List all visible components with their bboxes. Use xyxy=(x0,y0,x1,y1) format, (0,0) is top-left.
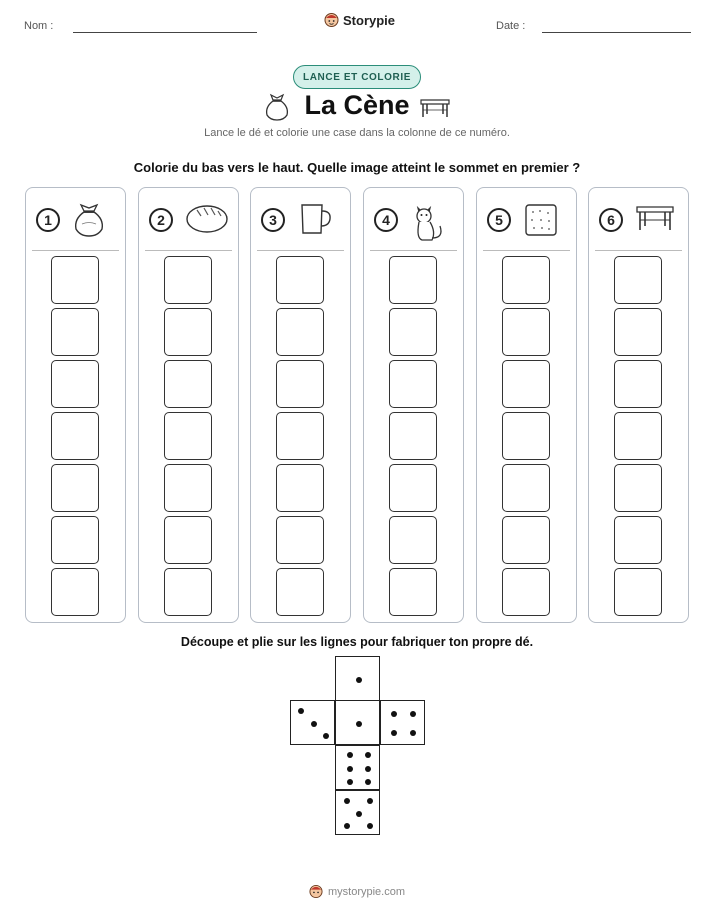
logo xyxy=(324,12,395,28)
column-6 xyxy=(588,187,689,623)
die-face xyxy=(380,700,425,745)
die-pip xyxy=(356,721,362,727)
color-cell[interactable] xyxy=(164,464,212,512)
die-pip xyxy=(391,730,397,736)
activity-badge: LANCE ET COLORIE xyxy=(293,65,421,89)
column-header xyxy=(374,202,456,240)
color-cell[interactable] xyxy=(614,360,662,408)
color-cell[interactable] xyxy=(502,360,550,408)
die-pip xyxy=(344,823,350,829)
color-cell[interactable] xyxy=(502,464,550,512)
color-cell[interactable] xyxy=(276,308,324,356)
column-divider xyxy=(145,250,232,251)
die-pip xyxy=(323,733,329,739)
die-pip xyxy=(410,711,416,717)
page-title: La Cène xyxy=(304,90,410,120)
color-cell[interactable] xyxy=(164,256,212,304)
color-cell[interactable] xyxy=(276,412,324,460)
die-pip xyxy=(311,721,317,727)
color-cell[interactable] xyxy=(502,568,550,616)
column-divider xyxy=(483,250,570,251)
column-number: 3 xyxy=(261,208,285,232)
table-icon xyxy=(635,202,675,237)
die-pip xyxy=(298,708,304,714)
storypie-logo-icon xyxy=(324,12,339,28)
die-face xyxy=(335,745,380,790)
color-cell[interactable] xyxy=(276,360,324,408)
column-5 xyxy=(476,187,577,623)
color-cell[interactable] xyxy=(51,308,99,356)
subtitle: Lance le dé et colorie une case dans la colonne de ce numéro. xyxy=(204,127,510,139)
column-number: 1 xyxy=(36,208,60,232)
die-pip xyxy=(365,752,371,758)
die-face xyxy=(335,790,380,835)
column-divider xyxy=(595,250,682,251)
die-pip xyxy=(365,766,371,772)
column-header xyxy=(36,202,118,240)
die-pip xyxy=(365,779,371,785)
column-4 xyxy=(363,187,464,623)
die-pip xyxy=(344,798,350,804)
die-pip xyxy=(367,798,373,804)
column-divider xyxy=(370,250,457,251)
die-face xyxy=(290,700,335,745)
color-cell[interactable] xyxy=(614,464,662,512)
color-cell[interactable] xyxy=(51,360,99,408)
instruction-bottom: Découpe et plie sur les lignes pour fabriquer ton propre dé. xyxy=(180,635,534,649)
color-cell[interactable] xyxy=(614,256,662,304)
column-divider xyxy=(257,250,344,251)
footer xyxy=(0,884,714,899)
die-pip xyxy=(347,752,353,758)
matzah-icon xyxy=(523,202,559,243)
color-cell[interactable] xyxy=(276,568,324,616)
color-cell[interactable] xyxy=(164,360,212,408)
color-cell[interactable] xyxy=(614,308,662,356)
color-cell[interactable] xyxy=(389,412,437,460)
color-cell[interactable] xyxy=(389,360,437,408)
column-3 xyxy=(250,187,351,623)
color-cell[interactable] xyxy=(502,516,550,564)
die-pip xyxy=(347,779,353,785)
die-pip xyxy=(410,730,416,736)
column-2 xyxy=(138,187,239,623)
cup-icon xyxy=(297,202,333,241)
column-number: 6 xyxy=(599,208,623,232)
column-header xyxy=(487,202,569,240)
cat-icon xyxy=(410,202,446,247)
die-pip xyxy=(391,711,397,717)
column-1 xyxy=(25,187,126,623)
die-face xyxy=(335,656,380,701)
color-cell[interactable] xyxy=(51,464,99,512)
die-pip xyxy=(367,823,373,829)
color-cell[interactable] xyxy=(164,516,212,564)
footer-text: mystorypie.com xyxy=(327,885,406,898)
logo-text: Storypie xyxy=(343,12,396,28)
name-label: Nom : xyxy=(24,20,54,32)
money-bag-icon xyxy=(72,202,106,243)
color-cell[interactable] xyxy=(389,516,437,564)
color-cell[interactable] xyxy=(502,256,550,304)
date-label: Date : xyxy=(496,20,526,32)
name-line[interactable] xyxy=(73,32,257,33)
color-cell[interactable] xyxy=(276,256,324,304)
color-cell[interactable] xyxy=(502,308,550,356)
color-cell[interactable] xyxy=(51,412,99,460)
die-pip xyxy=(356,811,362,817)
color-cell[interactable] xyxy=(389,256,437,304)
column-number: 2 xyxy=(149,208,173,232)
color-cell[interactable] xyxy=(276,516,324,564)
column-number: 5 xyxy=(487,208,511,232)
column-header xyxy=(149,202,231,240)
color-cell[interactable] xyxy=(614,568,662,616)
color-cell[interactable] xyxy=(614,412,662,460)
column-header xyxy=(599,202,681,240)
color-cell[interactable] xyxy=(51,516,99,564)
die-face xyxy=(335,700,380,745)
color-cell[interactable] xyxy=(164,412,212,460)
color-cell[interactable] xyxy=(389,464,437,512)
column-divider xyxy=(32,250,119,251)
color-cell[interactable] xyxy=(389,568,437,616)
instruction-top: Colorie du bas vers le haut. Quelle image atteint le sommet en premier ? xyxy=(133,160,581,175)
color-cell[interactable] xyxy=(276,464,324,512)
column-number: 4 xyxy=(374,208,398,232)
color-cell[interactable] xyxy=(614,516,662,564)
die-pip xyxy=(356,677,362,683)
color-cell[interactable] xyxy=(164,568,212,616)
table-icon xyxy=(419,96,451,118)
color-cell[interactable] xyxy=(51,568,99,616)
bread-icon xyxy=(185,202,229,239)
color-cell[interactable] xyxy=(389,308,437,356)
color-cell[interactable] xyxy=(51,256,99,304)
storypie-logo-icon xyxy=(309,884,323,899)
column-header xyxy=(261,202,343,240)
color-cell[interactable] xyxy=(502,412,550,460)
die-pip xyxy=(347,766,353,772)
color-cell[interactable] xyxy=(164,308,212,356)
date-line[interactable] xyxy=(542,32,691,33)
